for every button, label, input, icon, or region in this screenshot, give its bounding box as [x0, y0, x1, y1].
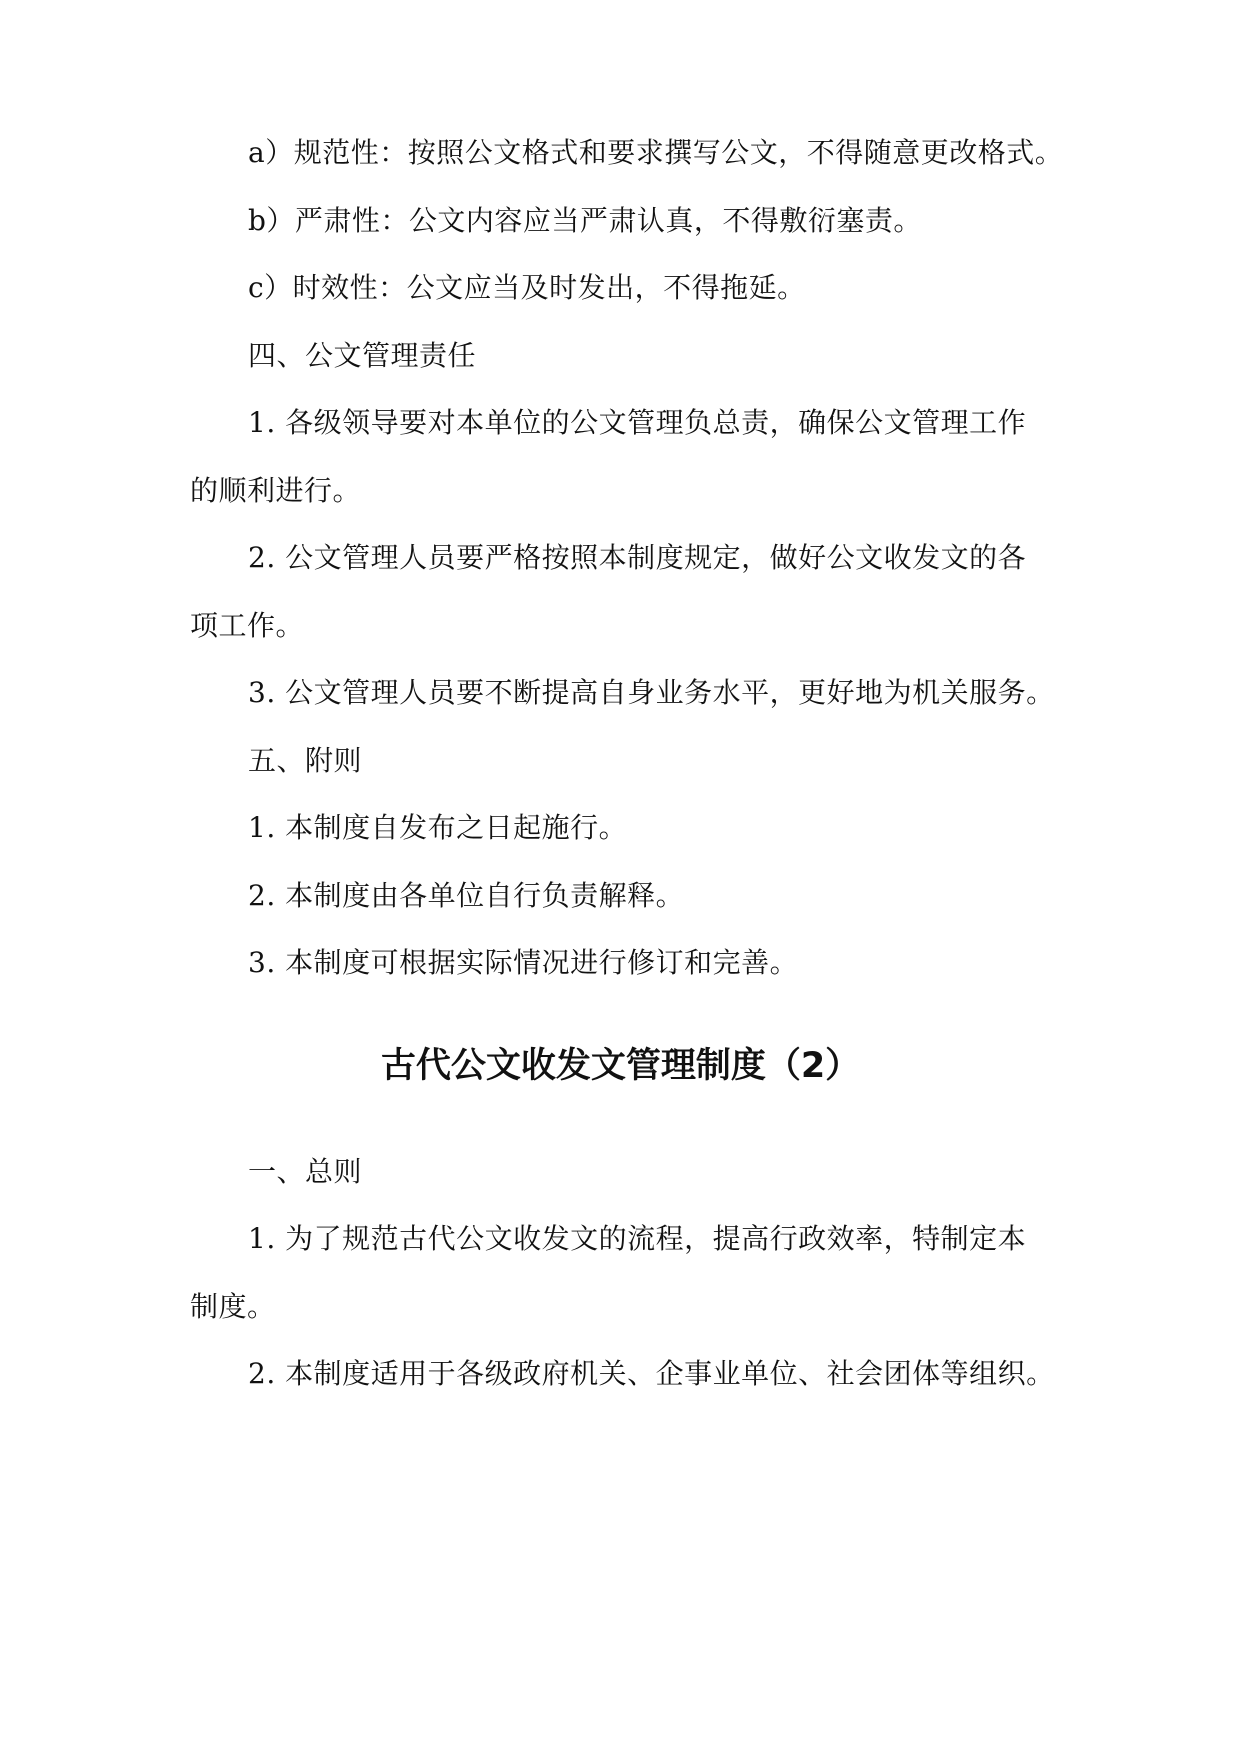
- paragraph-line: 3. 公文管理人员要不断提高自身业务水平，更好地为机关服务。: [248, 676, 1055, 709]
- paragraph-line: 的顺利进行。: [190, 474, 362, 507]
- paragraph-line: a）规范性：按照公文格式和要求撰写公文，不得随意更改格式。: [248, 136, 1064, 169]
- paragraph-line: 2. 公文管理人员要严格按照本制度规定，做好公文收发文的各: [248, 541, 1027, 574]
- paragraph-line: 1. 为了规范古代公文收发文的流程，提高行政效率，特制定本: [248, 1222, 1027, 1255]
- section-heading: 四、公文管理责任: [248, 339, 477, 372]
- paragraph-line: b）严肃性：公文内容应当严肃认真，不得敷衍塞责。: [248, 204, 922, 237]
- paragraph-line: 2. 本制度由各单位自行负责解释。: [248, 879, 685, 912]
- paragraph-line: 制度。: [190, 1290, 276, 1323]
- paragraph-line: c）时效性：公文应当及时发出，不得拖延。: [248, 271, 806, 304]
- paragraph-line: 2. 本制度适用于各级政府机关、企事业单位、社会团体等组织。: [248, 1357, 1055, 1390]
- paragraph-line: 1. 各级领导要对本单位的公文管理负总责，确保公文管理工作: [248, 406, 1027, 439]
- paragraph-line: 3. 本制度可根据实际情况进行修订和完善。: [248, 946, 799, 979]
- section-heading: 一、总则: [248, 1155, 363, 1188]
- paragraph-line: 1. 本制度自发布之日起施行。: [248, 811, 628, 844]
- paragraph-line: 项工作。: [190, 609, 305, 642]
- section-heading: 五、附则: [248, 744, 363, 777]
- document-title: 古代公文收发文管理制度（2）: [380, 1046, 861, 1086]
